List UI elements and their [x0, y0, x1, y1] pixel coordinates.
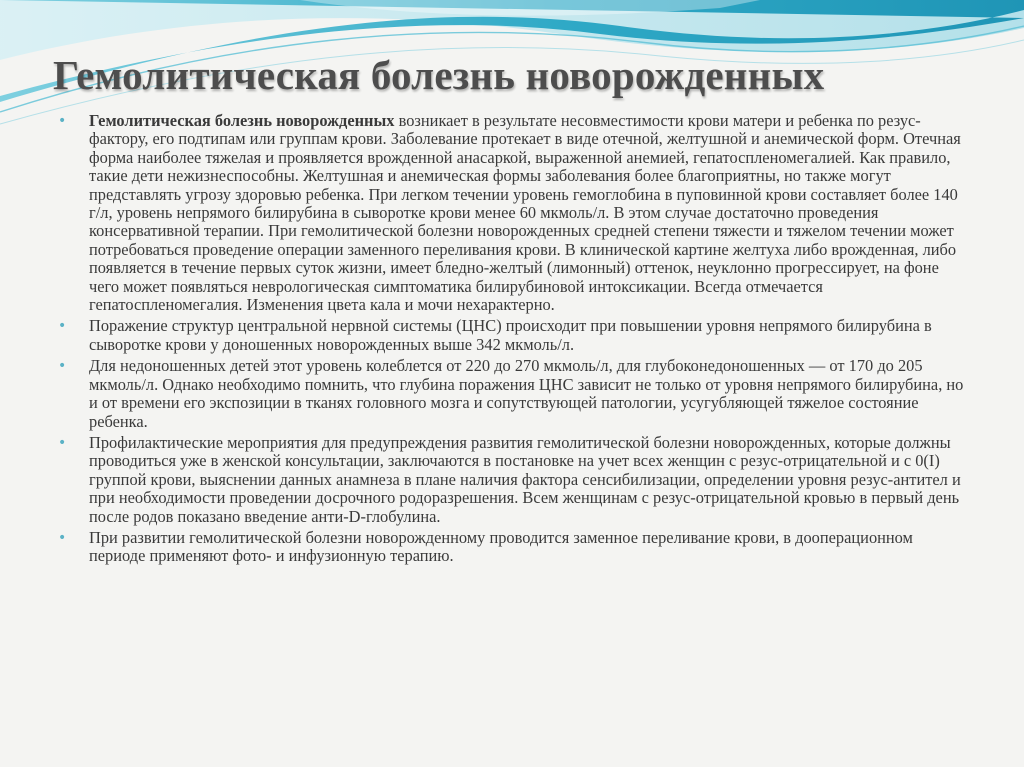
bullet-icon: • [58, 358, 67, 375]
bullet-item [58, 434, 970, 526]
bullet-text: Профилактические мероприятия для предупреждения развития гемолитической болезни новорожденных, которые должны проводиться уже в женской консультации, заключаются в постановке на учет всех женщин с резус-отрицательной и с 0(I) группой крови, выяснении данных анамнеза в плане наличия фактора сенсибилизации, определении уровня резус-антител и при необходимости проведении досрочного родоразрешения. Всем женщинам с резус-отрицательной кровью в первый день после родов показано введение анти-D-глобулина. [89, 432, 961, 526]
bullet-item [58, 529, 970, 566]
bullet-item [58, 317, 970, 354]
bullet-text: Для недоношенных детей этот уровень колеблется от 220 до 270 мкмоль/л, для глубоконедоношенных — от 170 до 205 мкмоль/л. Однако необходимо помнить, что глубина поражения ЦНС зависит не только от уровня непрямого билирубина, но и от времени его экспозиции в тканях головного мозга и сопутствующей патологии, усугубляющей тяжелое состояние ребенка. [89, 356, 964, 431]
bullet-text: Поражение структур центральной нервной системы (ЦНС) происходит при повышении уровня непрямого билирубина в сыворотке крови у доношенных новорожденных выше 342 мкмоль/л. [89, 316, 932, 354]
slide-title: Гемолитическая болезнь новорожденных [53, 52, 825, 98]
bullet-text: При развитии гемолитической болезни новорожденному проводится заменное переливание крови, в дооперационном периоде применяют фото- и инфузионную терапию. [89, 527, 913, 566]
bullet-item [58, 357, 970, 431]
bullet-icon: • [58, 434, 67, 451]
bullet-lead-term: Гемолитическая болезнь новорожденных [89, 111, 395, 130]
bullet-icon: • [58, 529, 67, 546]
bullet-icon: • [58, 113, 67, 129]
bullet-icon: • [58, 318, 67, 335]
bullet-text: возникает в результате несовместимости крови матери и ребенка по резус-фактору, его подтипам или группам крови. Заболевание протекает в виде отечной, желтушной и анемической форм. Отечная форма наиболее тяжелая и проявляется врожденной анасаркой, выраженной анемией, гепатоспленомегалией. Как правило, такие дети нежизнеспособны. Желтушная и анемическая формы заболевания более благоприятны, но также могут представлять угрозу здоровью ребенка. При легком течении уровень гемоглобина в пуповинной крови составляет более 140 г/л, уровень непрямого билирубина в сыворотке крови менее 60 мкмоль/л. В этом случае достаточно проведения консервативной терапии. При гемолитической болезни новорожденных средней степени тяжести и тяжелом течении может потребоваться проведение операции заменного переливания крови. В клинической картине желтуха либо врожденная, либо появляется в течение первых суток жизни, имеет бледно-желтый (лимонный) оттенок, неуклонно прогрессирует, на фоне чего может появляться неврологическая симптоматика билирубиновой интоксикации. Всегда отмечается гепатоспленомегалия. Изменения цвета кала и мочи нехарактерно. [89, 111, 961, 315]
bullet-item [58, 112, 970, 314]
bullet-list [58, 112, 970, 566]
